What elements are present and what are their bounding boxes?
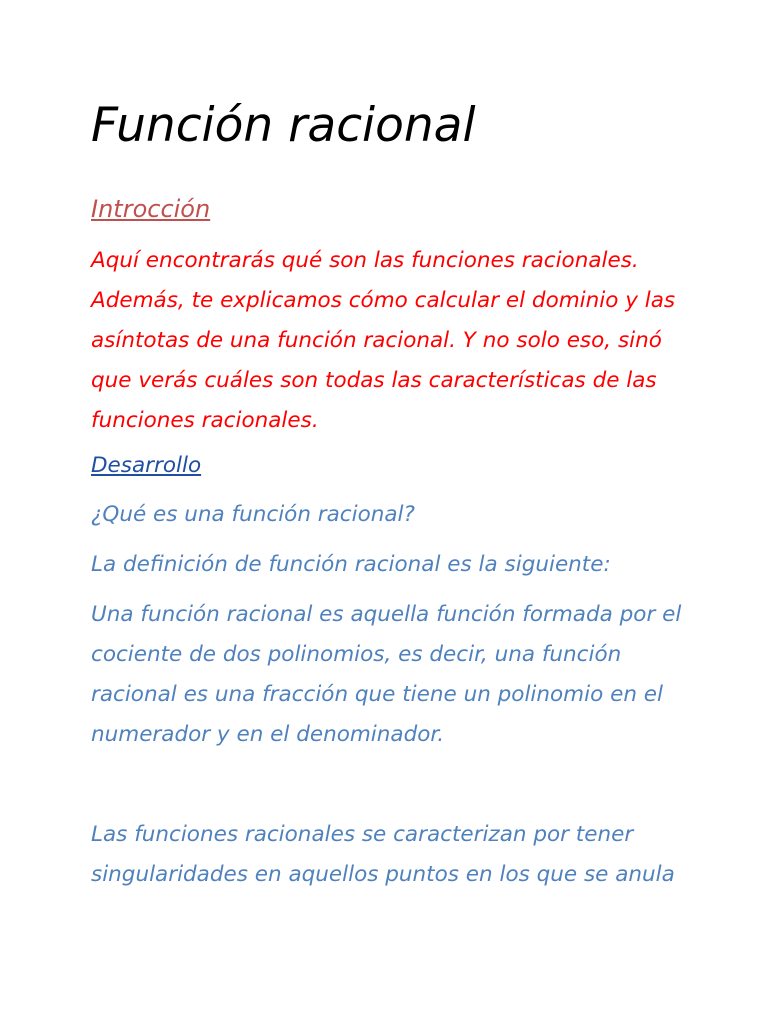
intro-heading-link[interactable]: Introcción [91, 195, 211, 223]
document-page [91, 96, 691, 895]
development-heading-link[interactable]: Desarrollo [91, 453, 202, 478]
definition-paragraph: Una función racional es aquella función formada por el cociente de dos polinomios, es decir, una función racional es una fracción que tiene un polinomio en el numerador y en el denominador. [91, 602, 682, 747]
question-line: ¿Qué es una función racional? [91, 502, 415, 527]
definition-intro: La definición de función racional es la siguiente: [91, 552, 611, 577]
page-title: Función racional [91, 98, 476, 153]
singularities-paragraph: Las funciones racionales se caracterizan por tener singularidades en aquellos puntos en los que se anula [91, 822, 675, 887]
intro-paragraph: Aquí encontrarás qué son las funciones racionales. Además, te explicamos cómo calcular el dominio y las asíntotas de una función racional. Y no solo eso, sinó que verás cuáles son todas las características de las funciones racionales. [91, 248, 676, 433]
